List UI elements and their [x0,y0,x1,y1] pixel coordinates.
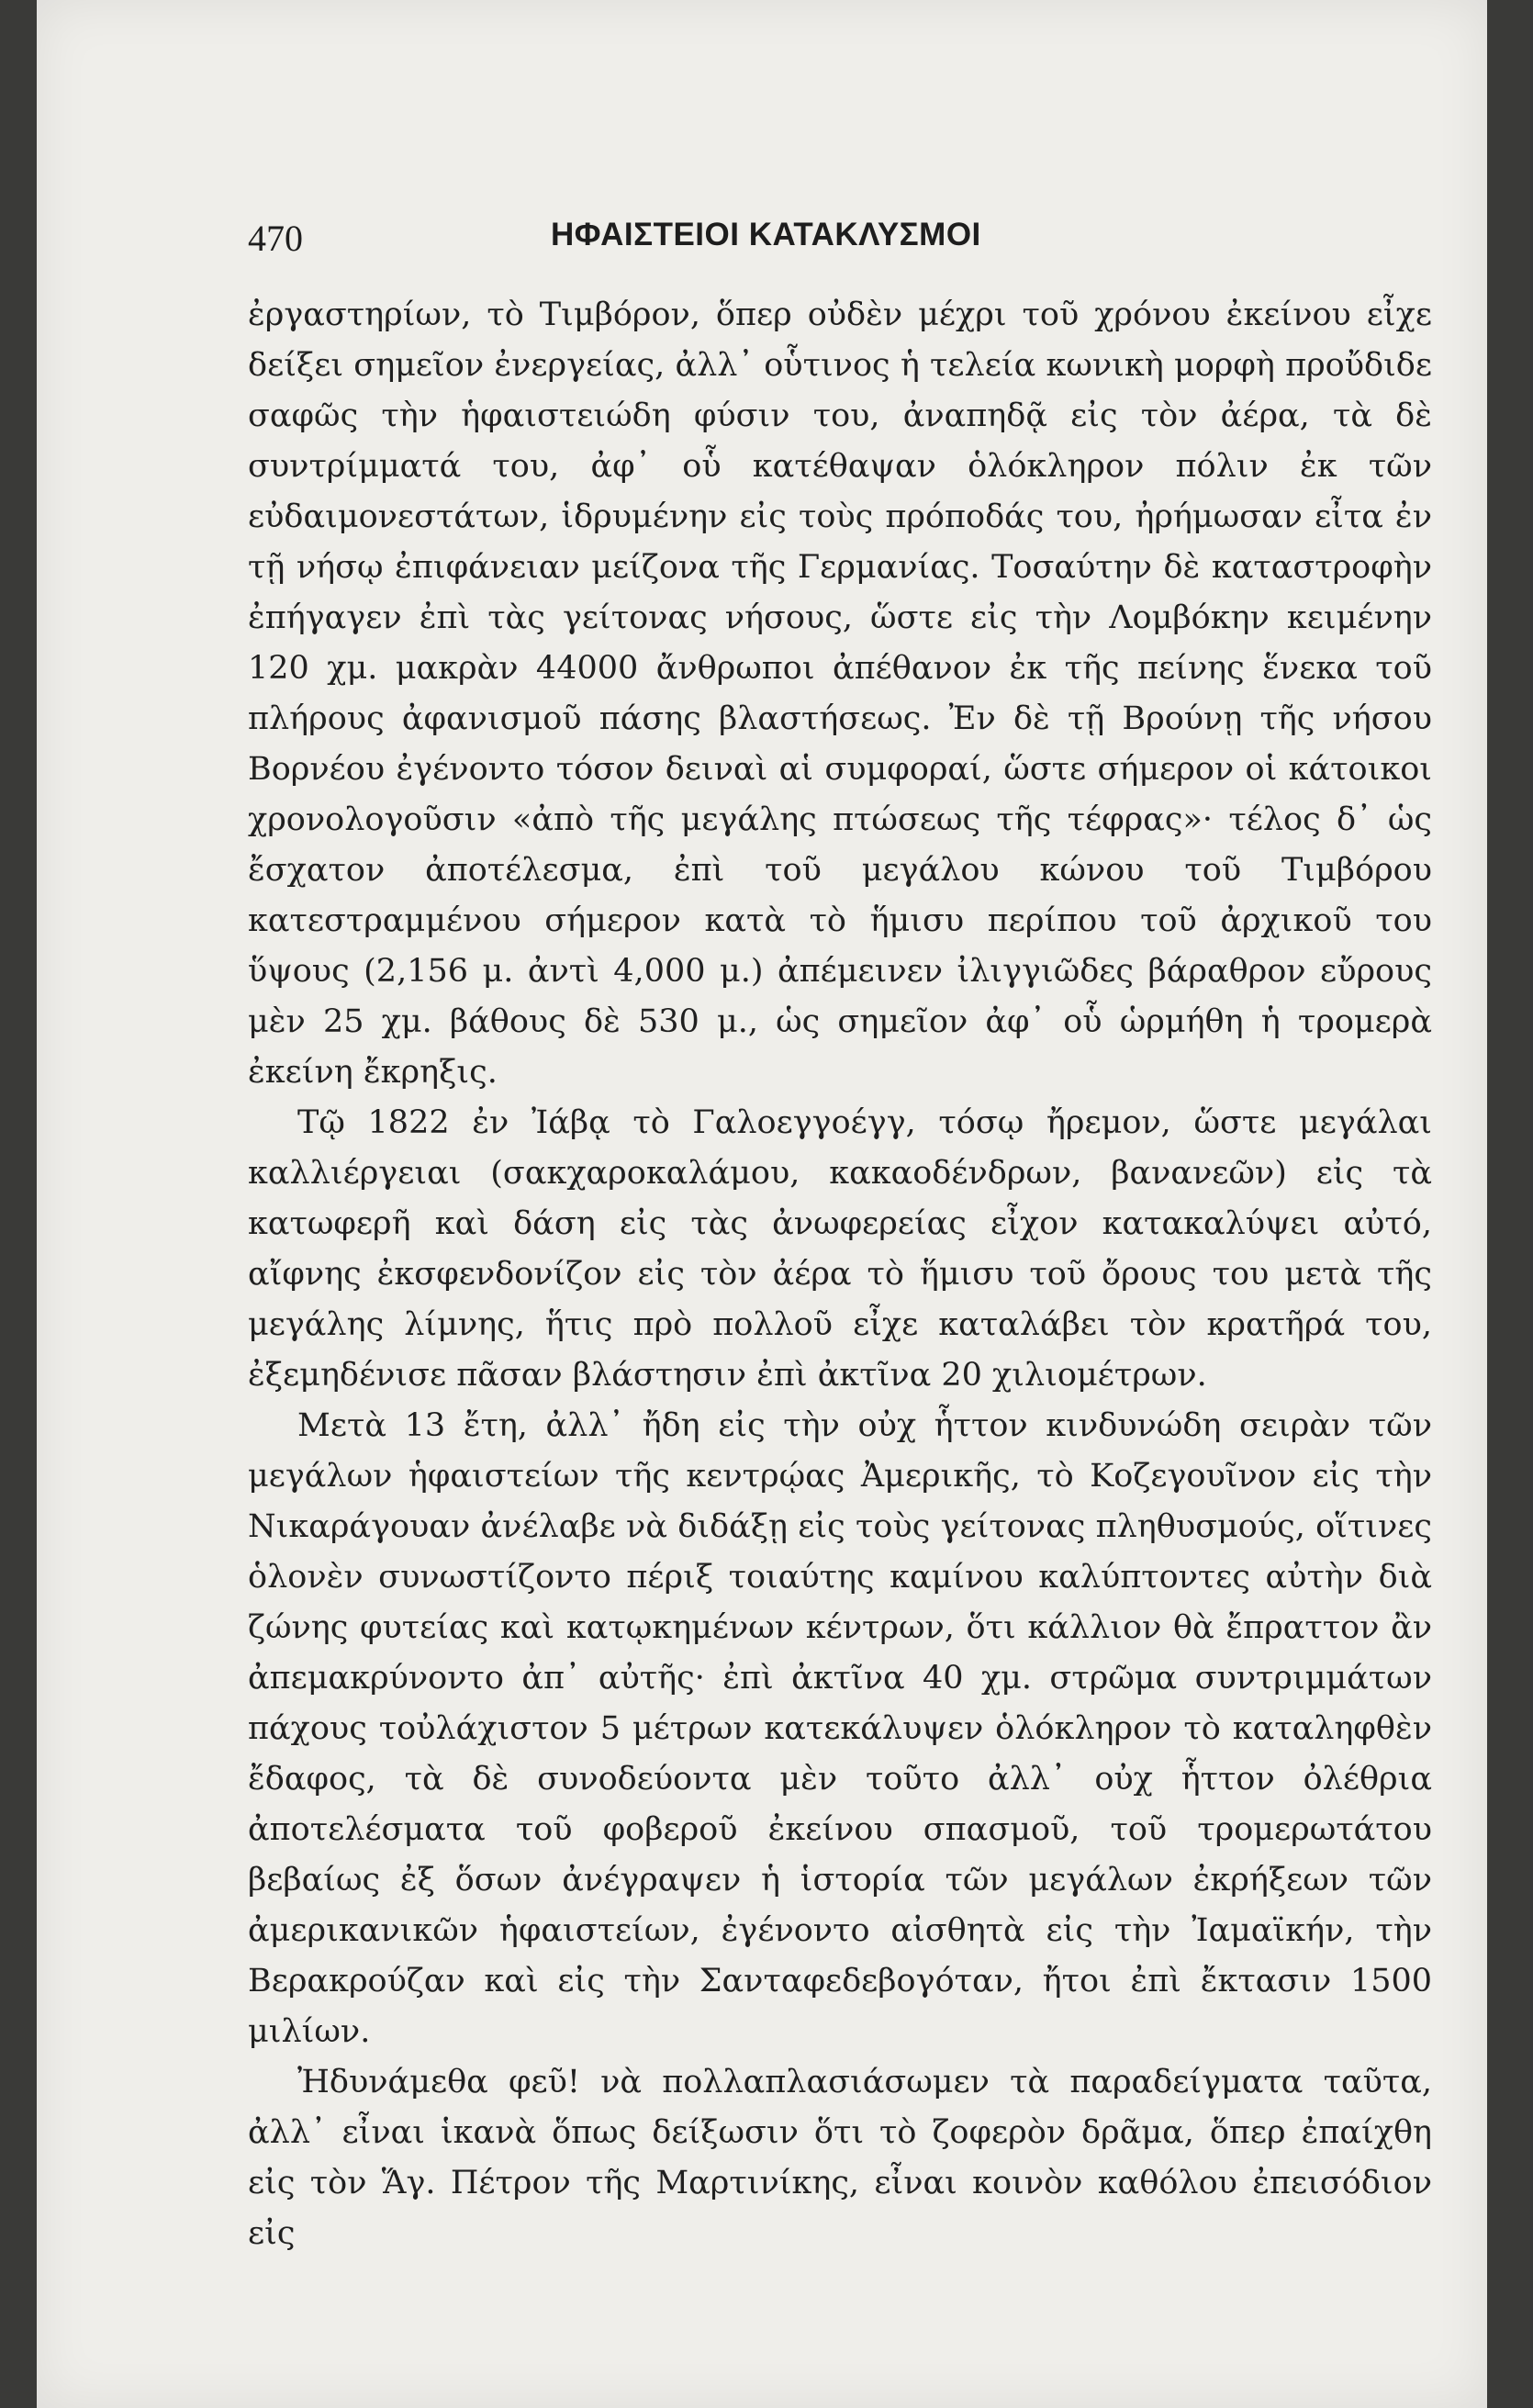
body-text [248,290,1432,2259]
page-content [248,217,1432,2259]
running-title: ΗΦΑΙΣΤΕΙΟΙ ΚΑΤΑΚΛΥΣΜΟΙ [551,217,981,252]
paragraph-timboro-eruption: ἐργαστηρίων, τὸ Τιμβόρον, ὅπερ οὐδὲν μέχρι τοῦ χρόνου ἐκείνου εἶχε δείξει σημεῖον ἐνεργείας, ἀλλ᾽ οὗτινος ἡ τελεία κωνικὴ μορφὴ προὔδιδε σαφῶς τὴν ἡφαιστειώδη φύσιν του, ἀναπηδᾷ εἰς τὸν ἀέρα, τὰ δὲ συντρίμματά του, ἀφ᾽ οὗ κατέθαψαν ὁλόκληρον πόλιν ἐκ τῶν εὐδαιμονεστάτων, ἱδρυμένην εἰς τοὺς πρόποδάς του, ἠρήμωσαν εἶτα ἐν τῇ νήσῳ ἐπιφάνειαν μείζονα τῆς Γερμανίας. Τοσαύτην δὲ καταστροφὴν ἐπήγαγεν ἐπὶ τὰς γείτονας νήσους, ὥστε εἰς τὴν Λομβόκην κειμένην 120 χμ. μακρὰν 44000 ἄνθρωποι ἀπέθανον ἐκ τῆς πείνης ἕνεκα τοῦ πλήρους ἀφανισμοῦ πάσης βλαστήσεως. Ἐν δὲ τῇ Βρούνῃ τῆς νήσου Βορνέου ἐγένοντο τόσον δειναὶ αἱ συμφοραί, ὥστε σήμερον οἱ κάτοικοι χρονολογοῦσιν «ἀπὸ τῆς μεγάλης πτώσεως τῆς τέφρας»· τέλος δ᾽ ὡς ἔσχατον ἀποτέλεσμα, ἐπὶ τοῦ μεγάλου κώνου τοῦ Τιμβόρου κατεστραμμένου σήμερον κατὰ τὸ ἥμισυ περίπου τοῦ ἀρχικοῦ του ὕψους (2,156 μ. ἀντὶ 4,000 μ.) ἀπέμεινεν ἰλιγγιῶδες βάραθρον εὔρους μὲν 25 χμ. βάθους δὲ 530 μ., ὡς σημεῖον ἀφ᾽ οὗ ὡρμήθη ἡ τρομερὰ ἐκείνη ἔκρηξις. [248,297,1432,1091]
paragraph-galunggung-1822: Τῷ 1822 ἐν Ἰάβᾳ τὸ Γαλοεγγοέγγ, τόσῳ ἤρεμον, ὥστε μεγάλαι καλλιέργειαι (σακχαροκαλάμου, κακαοδένδρων, βανανεῶν) εἰς τὰ κατωφερῆ καὶ δάση εἰς τὰς ἀνωφερείας εἶχον κατακαλύψει αὐτό, αἴφνης ἐκσφενδονίζον εἰς τὸν ἀέρα τὸ ἥμισυ τοῦ ὄρους του μετὰ τῆς μεγάλης λίμνης, ἥτις πρὸ πολλοῦ εἶχε καταλάβει τὸν κρατῆρά του, ἐξεμηδένισε πᾶσαν βλάστησιν ἐπὶ ἀκτῖνα 20 χιλιομέτρων. [248,1104,1432,1394]
paragraph-conclusion: Ἠδυνάμεθα φεῦ! νὰ πολλαπλασιάσωμεν τὰ παραδείγματα ταῦτα, ἀλλ᾽ εἶναι ἱκανὰ ὅπως δείξωσιν ὅτι τὸ ζοφερὸν δρᾶμα, ὅπερ ἐπαίχθη εἰς τὸν Ἅγ. Πέτρον τῆς Μαρτινίκης, εἶναι κοινὸν καθόλου ἐπεισόδιον εἰς [248,2064,1432,2252]
page-number: 470 [248,218,303,259]
paragraph-cosiguina: Μετὰ 13 ἔτη, ἀλλ᾽ ἤδη εἰς τὴν οὐχ ἧττον κινδυνώδη σειρὰν τῶν μεγάλων ἡφαιστείων τῆς κεντρῴας Ἀμερικῆς, τὸ Κοζεγουῖνον εἰς τὴν Νικαράγουαν ἀνέλαβε νὰ διδάξῃ εἰς τοὺς γείτονας πληθυσμούς, οἵτινες ὁλονὲν συνωστίζοντο πέριξ τοιαύτης καμίνου καλύπτοντες αὐτὴν διὰ ζώνης φυτείας καὶ κατῳκημένων κέντρων, ὅτι κάλλιον θὰ ἔπραττον ἂν ἀπεμακρύνοντο ἀπ᾽ αὐτῆς· ἐπὶ ἀκτῖνα 40 χμ. στρῶμα συντριμμάτων πάχους τοὐλάχιστον 5 μέτρων κατεκάλυψεν ὁλόκληρον τὸ καταληφθὲν ἔδαφος, τὰ δὲ συνοδεύοντα μὲν τοῦτο ἀλλ᾽ οὐχ ἧττον ὀλέθρια ἀποτελέσματα τοῦ φοβεροῦ ἐκείνου σπασμοῦ, τοῦ τρομερωτάτου βεβαίως ἐξ ὅσων ἀνέγραψεν ἡ ἱστορία τῶν μεγάλων ἐκρήξεων τῶν ἀμερικανικῶν ἡφαιστείων, ἐγένοντο αἰσθητὰ εἰς τὴν Ἰαμαϊκήν, τὴν Βερακρούζαν καὶ εἰς τὴν Σανταφεδεβογόταν, ἤτοι ἐπὶ ἔκτασιν 1500 μιλίων. [248,1407,1432,2050]
running-head [248,217,1432,272]
book-page [37,0,1487,2408]
